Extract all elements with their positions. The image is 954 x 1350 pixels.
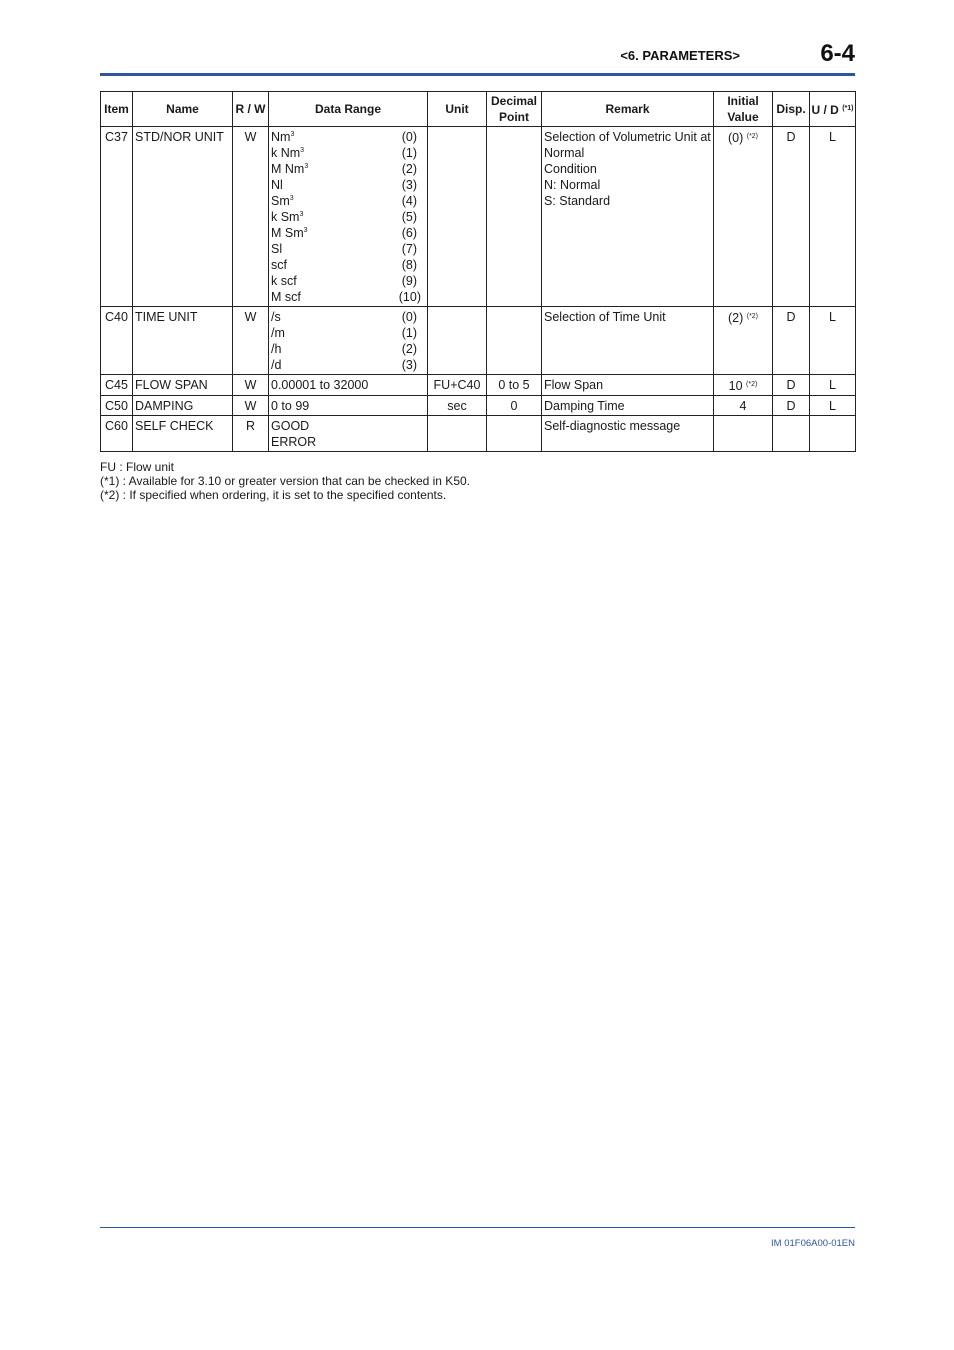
cell-ud: L <box>810 307 856 375</box>
cell-unit: FU+C40 <box>428 375 487 396</box>
range-option <box>271 289 425 305</box>
range-code: (3) <box>401 358 417 372</box>
remark-line: Condition <box>544 162 597 176</box>
cell-remark <box>542 416 714 452</box>
header-rule <box>100 73 855 76</box>
cell-remark <box>542 127 714 307</box>
range-label: Nm <box>271 130 291 144</box>
initial-value: 10 <box>728 379 743 393</box>
header-decimal-line1: Decimal <box>490 94 538 108</box>
range-label: Sm <box>271 194 290 208</box>
header-ud-note: (*1) <box>842 104 854 112</box>
header-item: Item <box>101 92 133 127</box>
table-row <box>101 307 856 375</box>
header-data-range: Data Range <box>269 92 428 127</box>
cell-item: C45 <box>101 375 133 396</box>
cell-name: SELF CHECK <box>133 416 233 452</box>
remark-line: Self-diagnostic message <box>544 419 681 433</box>
header-ud <box>810 92 856 127</box>
header-decimal-line2: Point <box>499 110 529 124</box>
initial-note: (*2) <box>746 133 759 140</box>
section-title: <6. PARAMETERS> <box>620 48 740 63</box>
cell-rw: W <box>233 396 269 416</box>
range-code: (4) <box>401 194 417 208</box>
cell-disp <box>773 416 810 452</box>
range-option <box>271 193 425 209</box>
range-label: Nl <box>271 178 283 192</box>
range-label: Sl <box>271 242 283 256</box>
cell-decimal <box>487 307 542 375</box>
cell-rw: W <box>233 307 269 375</box>
range-sup: 3 <box>289 195 294 202</box>
range-code: (5) <box>401 210 417 224</box>
range-code: (2) <box>401 162 417 176</box>
cell-name: TIME UNIT <box>133 307 233 375</box>
header-decimal-point <box>487 92 542 127</box>
range-code: (6) <box>401 226 417 240</box>
cell-rw: W <box>233 375 269 396</box>
range-option <box>271 225 425 241</box>
footnote-1: (*1) : Available for 3.10 or greater version that can be checked in K50. <box>100 474 470 488</box>
footnotes <box>100 460 470 502</box>
table-header-row <box>101 92 856 127</box>
cell-unit <box>428 307 487 375</box>
header-name: Name <box>133 92 233 127</box>
cell-item: C60 <box>101 416 133 452</box>
range-sup: 3 <box>299 211 304 218</box>
cell-remark <box>542 307 714 375</box>
range-code: (1) <box>401 326 417 340</box>
range-code: (0) <box>401 310 417 324</box>
footer-rule <box>100 1227 855 1228</box>
range-sup: 3 <box>290 131 295 138</box>
range-label: M Nm <box>271 162 305 176</box>
cell-unit: sec <box>428 396 487 416</box>
table-row <box>101 416 856 452</box>
remark-line: N: Normal <box>544 178 601 192</box>
cell-item: C50 <box>101 396 133 416</box>
range-code: (1) <box>401 146 417 160</box>
cell-decimal: 0 <box>487 396 542 416</box>
cell-data-range <box>269 127 428 307</box>
range-line: GOOD <box>271 419 310 433</box>
range-line: ERROR <box>271 435 317 449</box>
cell-initial-value <box>714 396 773 416</box>
range-label: /h <box>271 342 282 356</box>
cell-unit <box>428 127 487 307</box>
initial-value: (0) <box>727 131 744 145</box>
cell-disp: D <box>773 375 810 396</box>
cell-rw: R <box>233 416 269 452</box>
remark-line: Selection of Volumetric Unit at <box>544 130 711 144</box>
initial-note: (*2) <box>746 381 758 388</box>
header-initial-line2: Value <box>727 110 759 124</box>
range-option <box>271 325 425 341</box>
header-initial-value <box>714 92 773 127</box>
range-label: M scf <box>271 290 301 304</box>
cell-decimal <box>487 127 542 307</box>
cell-decimal: 0 to 5 <box>487 375 542 396</box>
remark-line: Damping Time <box>544 399 625 413</box>
cell-ud <box>810 416 856 452</box>
header-initial-line1: Initial <box>727 94 759 108</box>
header-disp: Disp. <box>773 92 810 127</box>
document-number: IM 01F06A00-01EN <box>771 1238 855 1249</box>
initial-value: 4 <box>739 399 747 413</box>
cell-rw: W <box>233 127 269 307</box>
cell-ud: L <box>810 127 856 307</box>
cell-decimal <box>487 416 542 452</box>
range-option <box>271 209 425 225</box>
range-sup: 3 <box>303 227 308 234</box>
range-code: (7) <box>401 242 417 256</box>
header-remark: Remark <box>542 92 714 127</box>
cell-initial-value <box>714 127 773 307</box>
cell-disp: D <box>773 307 810 375</box>
cell-disp: D <box>773 127 810 307</box>
range-option <box>271 145 425 161</box>
range-option <box>271 273 425 289</box>
range-option <box>271 177 425 193</box>
cell-item: C40 <box>101 307 133 375</box>
cell-unit <box>428 416 487 452</box>
range-sup: 3 <box>300 147 305 154</box>
range-code: (10) <box>398 290 421 304</box>
range-label: k scf <box>271 274 297 288</box>
cell-initial-value <box>714 375 773 396</box>
cell-name: DAMPING <box>133 396 233 416</box>
table-row <box>101 127 856 307</box>
footnote-2: (*2) : If specified when ordering, it is set to the specified contents. <box>100 488 447 502</box>
parameter-table <box>100 91 856 452</box>
range-label: k Sm <box>271 210 300 224</box>
range-code: (0) <box>401 130 417 144</box>
range-label: /d <box>271 358 282 372</box>
cell-name: STD/NOR UNIT <box>133 127 233 307</box>
remark-line: Selection of Time Unit <box>544 310 666 324</box>
table-row <box>101 396 856 416</box>
range-option <box>271 241 425 257</box>
range-label: M Sm <box>271 226 304 240</box>
header-rw: R / W <box>233 92 269 127</box>
range-code: (2) <box>401 342 417 356</box>
cell-initial-value <box>714 307 773 375</box>
footnote-fu: FU : Flow unit <box>100 460 175 474</box>
cell-data-range <box>269 307 428 375</box>
cell-remark <box>542 375 714 396</box>
table-row <box>101 375 856 396</box>
range-option <box>271 129 425 145</box>
page-number: 6-4 <box>820 40 855 67</box>
range-code: (8) <box>401 258 417 272</box>
range-sup: 3 <box>304 163 309 170</box>
remark-line: Flow Span <box>544 378 604 392</box>
range-option <box>271 161 425 177</box>
cell-name: FLOW SPAN <box>133 375 233 396</box>
range-label: scf <box>271 258 287 272</box>
cell-data-range: 0 to 99 <box>269 396 428 416</box>
cell-data-range: 0.00001 to 32000 <box>269 375 428 396</box>
initial-value: (2) <box>727 311 744 325</box>
remark-line: Normal <box>544 146 585 160</box>
cell-ud: L <box>810 396 856 416</box>
cell-data-range <box>269 416 428 452</box>
range-code: (9) <box>401 274 417 288</box>
initial-note: (*2) <box>746 313 759 320</box>
header-unit: Unit <box>428 92 487 127</box>
header-ud-label: U / D <box>811 102 839 117</box>
range-label: /s <box>271 310 281 324</box>
cell-initial-value <box>714 416 773 452</box>
range-label: k Nm <box>271 146 301 160</box>
range-option <box>271 309 425 325</box>
cell-ud: L <box>810 375 856 396</box>
range-code: (3) <box>401 178 417 192</box>
cell-item: C37 <box>101 127 133 307</box>
range-label: /m <box>271 326 285 340</box>
cell-remark <box>542 396 714 416</box>
range-option <box>271 341 425 357</box>
cell-disp: D <box>773 396 810 416</box>
range-option <box>271 257 425 273</box>
range-option <box>271 357 425 373</box>
remark-line: S: Standard <box>544 194 611 208</box>
